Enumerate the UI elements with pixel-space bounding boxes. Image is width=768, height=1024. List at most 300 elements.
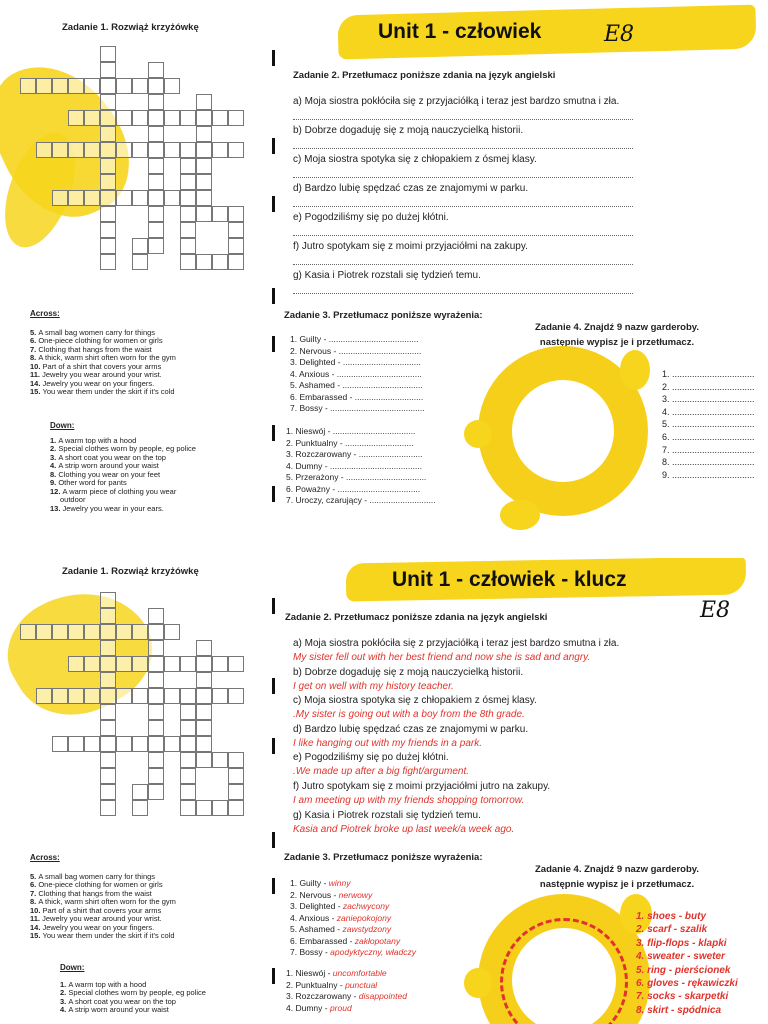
crossword-cell: [68, 688, 84, 704]
answer-line: [293, 292, 633, 294]
crossword-cell: [164, 190, 180, 206]
task2-heading: Zadanie 2. Przetłumacz poniższe zdania na język angielski: [285, 612, 548, 623]
crossword-cell: [36, 624, 52, 640]
sentence-prompt: f) Jutro spotykam się z moimi przyjaciółmi na zakupy.: [293, 241, 528, 252]
answer-line: [293, 234, 633, 236]
crossword-cell: [196, 190, 212, 206]
sentence-prompt: b) Dobrze dogaduję się z moją nauczycielką historii.: [293, 666, 524, 678]
divider-bar: [272, 196, 275, 212]
clue-item: 5. A small bag women carry for things: [30, 327, 156, 337]
crossword-cell: [100, 238, 116, 254]
crossword-cell: [228, 142, 244, 158]
answer-line: [293, 176, 633, 178]
down-clues: [50, 422, 260, 513]
word-term: 4. Anxious -: [290, 912, 337, 923]
crossword-cell: [228, 254, 244, 270]
answer-list-item: 2. scarf - szalik: [636, 924, 708, 936]
crossword-cell: [228, 752, 244, 768]
crossword-cell: [132, 110, 148, 126]
sentence-prompt: b) Dobrze dogaduję się z moją nauczycielką historii.: [293, 125, 524, 136]
crossword-cell: [180, 158, 196, 174]
crossword-cell: [100, 752, 116, 768]
answer-line: [293, 205, 633, 207]
crossword-cell: [180, 688, 196, 704]
divider-bar: [272, 288, 275, 304]
crossword-cell: [100, 608, 116, 624]
crossword-cell: [164, 624, 180, 640]
sun-ray: [620, 350, 650, 390]
word-item: 2. Nervous - ...................................: [290, 345, 422, 356]
crossword-cell: [100, 62, 116, 78]
crossword-cell: [100, 78, 116, 94]
level-tag: E8: [700, 598, 731, 623]
crossword-cell: [68, 656, 84, 672]
crossword-cell: [228, 238, 244, 254]
crossword-cell: [100, 688, 116, 704]
word-translation: zakłopotany: [352, 935, 401, 946]
word-item: 4. Dumny - .......................................: [286, 460, 423, 471]
crossword-cell: [212, 688, 228, 704]
crossword-cell: [180, 238, 196, 254]
answer-list-item: 1. shoes - buty: [636, 911, 707, 922]
crossword-cell: [52, 736, 68, 752]
crossword-cell: [180, 190, 196, 206]
word-item: [290, 913, 416, 925]
clue-item: 3. A short coat you wear on the top: [50, 452, 166, 462]
clue-item: 1. A warm top with a hood: [60, 979, 147, 989]
answer-list-item: 5. .................................: [662, 419, 755, 430]
crossword-cell: [100, 800, 116, 816]
crossword-cell: [196, 174, 212, 190]
crossword-cell: [180, 720, 196, 736]
crossword-cell: [84, 624, 100, 640]
crossword-cell: [100, 46, 116, 62]
crossword-cell: [196, 110, 212, 126]
crossword-cell: [100, 768, 116, 784]
crossword-cell: [148, 62, 164, 78]
word-item: [286, 1003, 407, 1015]
crossword-cell: [36, 142, 52, 158]
down-label: Down:: [50, 421, 75, 430]
crossword-cell: [180, 768, 196, 784]
divider-bar: [272, 678, 275, 694]
clue-item: 4. A strip worn around your waist: [50, 461, 159, 470]
crossword-cell: [196, 656, 212, 672]
clue-item: 15. You wear them under the skirt if it's cold: [30, 931, 175, 940]
clue-item: 6. One-piece clothing for women or girls: [30, 880, 163, 889]
crossword-cell: [212, 656, 228, 672]
task4-heading: [535, 864, 699, 890]
word-item: [286, 968, 407, 980]
sentence-translation: I am meeting up with my friends shopping tomorrow.: [293, 795, 525, 806]
word-translation: winny: [328, 878, 351, 888]
word-translation: disappointed: [358, 991, 407, 1001]
crossword-cell: [228, 656, 244, 672]
crossword-cell: [132, 688, 148, 704]
crossword-cell: [148, 656, 164, 672]
crossword-cell: [116, 190, 132, 206]
page-title: Unit 1 - człowiek: [378, 20, 542, 43]
crossword-cell: [100, 110, 116, 126]
sentence-prompt: c) Moja siostra spotyka się z chłopakiem z ósmej klasy.: [293, 154, 537, 165]
divider-bar: [272, 50, 275, 66]
worksheet-answer-key: [0, 558, 768, 1024]
crossword-cell: [228, 768, 244, 784]
crossword-cell: [148, 174, 164, 190]
crossword-cell: [196, 640, 212, 656]
crossword-cell: [68, 142, 84, 158]
crossword-cell: [196, 752, 212, 768]
crossword-cell: [196, 800, 212, 816]
task4-heading: [535, 322, 699, 348]
crossword-cell: [116, 624, 132, 640]
crossword-cell: [148, 142, 164, 158]
crossword-cell: [196, 94, 212, 110]
crossword-cell: [228, 206, 244, 222]
task4-line2: następnie wypisz je i przetłumacz.: [539, 337, 695, 348]
crossword-cell: [100, 736, 116, 752]
crossword-cell: [100, 158, 116, 174]
crossword-cell: [148, 190, 164, 206]
answer-line: [293, 147, 633, 149]
word-translation: zachwycony: [342, 901, 390, 911]
task4-line1: Zadanie 4. Znajdź 9 nazw garderoby.: [535, 864, 700, 875]
crossword-cell: [100, 672, 116, 688]
crossword-cell: [100, 592, 116, 608]
word-list-polish: [286, 426, 436, 507]
clue-item: 2. Special clothes worn by people, eg police: [50, 444, 196, 453]
crossword-cell: [100, 142, 116, 158]
crossword-cell: [164, 656, 180, 672]
crossword-cell: [228, 222, 244, 238]
crossword-grid: [20, 46, 260, 296]
crossword-cell: [180, 206, 196, 222]
crossword-cell: [132, 190, 148, 206]
crossword-cell: [148, 768, 164, 784]
crossword-cell: [228, 800, 244, 816]
divider-bar: [272, 878, 275, 894]
answer-list-item: 6. gloves - rękawiczki: [636, 978, 738, 990]
word-translation: uncomfortable: [332, 968, 387, 978]
crossword-cell: [164, 142, 180, 158]
crossword-cell: [164, 110, 180, 126]
crossword-cell: [132, 656, 148, 672]
word-item: [290, 936, 416, 948]
clue-item: outdoor: [60, 495, 86, 504]
crossword-cell: [116, 110, 132, 126]
crossword-cell: [180, 656, 196, 672]
crossword-cell: [148, 672, 164, 688]
crossword-cell: [132, 142, 148, 158]
crossword-cell: [84, 110, 100, 126]
word-item: [290, 924, 416, 936]
word-term: 6. Embarassed -: [290, 935, 353, 946]
crossword-cell: [212, 254, 228, 270]
word-translation: zawstydzony: [342, 924, 392, 934]
answer-list: [662, 368, 755, 481]
crossword-cell: [148, 222, 164, 238]
crossword-cell: [164, 736, 180, 752]
clue-item: 10. Part of a shirt that covers your arms: [30, 361, 162, 371]
answer-list-item: 3. flip-flops - klapki: [636, 937, 727, 949]
crossword-cell: [180, 222, 196, 238]
sentence-prompt: g) Kasia i Piotrek rozstali się tydzień temu.: [293, 809, 481, 821]
divider-bar: [272, 738, 275, 754]
answer-line: [293, 118, 633, 120]
word-term: 3. Delighted -: [290, 901, 343, 911]
word-term: 1. Nieswój -: [286, 968, 333, 978]
word-item: 5. Przerażony - ..................................: [286, 472, 427, 482]
page-title-key: Unit 1 - człowiek - klucz: [392, 568, 627, 591]
crossword-cell: [148, 784, 164, 800]
word-term: 7. Bossy -: [290, 947, 331, 957]
word-translation: apodyktyczny, władczy: [330, 947, 416, 957]
divider-bar: [272, 968, 275, 984]
sentence-translation: Kasia and Piotrek broke up last week/a week ago.: [293, 823, 515, 835]
crossword-cell: [100, 784, 116, 800]
divider-bar: [272, 598, 275, 614]
word-item: [290, 901, 416, 913]
crossword-cell: [148, 608, 164, 624]
word-term: 2. Punktualny -: [286, 979, 346, 990]
crossword-cell: [196, 126, 212, 142]
clue-item: 8. A thick, warm shirt often worn for the gym: [30, 353, 176, 362]
word-item: [290, 947, 416, 959]
crossword-cell: [196, 672, 212, 688]
clue-item: 11. Jewelry you wear around your wrist.: [30, 370, 162, 379]
crossword-cell: [148, 126, 164, 142]
sun-ray: [500, 500, 540, 530]
sentence-prompt: e) Pogodziliśmy się po dużej kłótni.: [293, 752, 449, 764]
answer-list-item: 3. .................................: [662, 394, 755, 405]
crossword-cell: [116, 688, 132, 704]
crossword-cell: [148, 720, 164, 736]
word-item: 1. Nieswój - ...................................: [286, 426, 416, 436]
word-item: [286, 980, 407, 992]
crossword-cell: [148, 624, 164, 640]
crossword-cell: [228, 784, 244, 800]
crossword-cell: [84, 656, 100, 672]
sentence-translation: .My sister is going out with a boy from the 8th grade.: [293, 709, 525, 721]
answer-list-item: 6. .................................: [662, 431, 755, 442]
crossword-cell: [132, 624, 148, 640]
word-term: 4. Dumny -: [286, 1002, 330, 1013]
crossword-cell: [148, 640, 164, 656]
clue-item: 8. Clothing you wear on your feet: [50, 469, 161, 479]
crossword-cell: [180, 254, 196, 270]
crossword-cell: [132, 784, 148, 800]
word-item: 5. Ashamed - ..................................: [290, 380, 423, 390]
crossword-cell: [196, 158, 212, 174]
crossword-cell: [20, 78, 36, 94]
divider-bar: [272, 486, 275, 502]
word-term: 2. Nervous -: [290, 889, 339, 900]
clue-item: 10. Part of a shirt that covers your arms: [30, 905, 162, 915]
crossword-cell: [132, 238, 148, 254]
clue-item: 4. A strip worn around your waist: [60, 1005, 169, 1014]
task2-heading: Zadanie 2. Przetłumacz poniższe zdania na język angielski: [293, 70, 556, 81]
clue-item: 3. A short coat you wear on the top: [60, 996, 176, 1006]
word-term: 3. Rozczarowany -: [286, 991, 359, 1001]
clue-item: 1. A warm top with a hood: [50, 435, 137, 445]
answer-line: [293, 263, 633, 265]
crossword-cell: [148, 206, 164, 222]
crossword-cell: [100, 174, 116, 190]
divider-bar: [272, 425, 275, 441]
crossword-cell: [68, 78, 84, 94]
crossword-cell: [132, 78, 148, 94]
crossword-cell: [148, 78, 164, 94]
sentence-prompt: a) Moja siostra pokłóciła się z przyjaciółką i teraz jest bardzo smutna i zła.: [293, 96, 620, 107]
word-item: 4. Anxious - ....................................: [290, 368, 422, 379]
sentence-prompt: g) Kasia i Piotrek rozstali się tydzień temu.: [293, 270, 481, 281]
crossword-cell: [68, 110, 84, 126]
crossword-cell: [100, 720, 116, 736]
sentence-prompt: c) Moja siostra spotyka się z chłopakiem z ósmej klasy.: [293, 695, 537, 707]
sentence-prompt: e) Pogodziliśmy się po dużej kłótni.: [293, 212, 449, 223]
crossword-cell: [212, 110, 228, 126]
crossword-cell: [180, 174, 196, 190]
sentence-prompt: d) Bardzo lubię spędzać czas ze znajomymi w parku.: [293, 183, 529, 194]
clue-item: 7. Clothing that hangs from the waist: [30, 344, 152, 354]
clue-item: 14. Jewelry you wear on your fingers.: [30, 922, 155, 932]
level-tag: E8: [604, 22, 635, 47]
task3-heading: Zadanie 3. Przetłumacz poniższe wyrażenia:: [284, 310, 483, 321]
crossword-cell: [68, 624, 84, 640]
crossword-cell: [180, 736, 196, 752]
task3-heading: Zadanie 3. Przetłumacz poniższe wyrażenia:: [284, 852, 483, 863]
crossword-cell: [100, 704, 116, 720]
word-item: [290, 890, 416, 902]
word-term: 5. Ashamed -: [290, 924, 343, 934]
word-translation: proud: [329, 1002, 352, 1013]
clue-item: 11. Jewelry you wear around your wrist.: [30, 914, 162, 923]
word-item: 7. Bossy - ........................................: [290, 403, 425, 413]
crossword-cell: [68, 736, 84, 752]
answer-list-item: 4. .................................: [662, 406, 755, 417]
crossword-cell: [164, 78, 180, 94]
crossword-cell: [148, 704, 164, 720]
crossword-cell: [52, 688, 68, 704]
sentence-translation: .We made up after a big fight/argument.: [293, 766, 470, 778]
answer-list-item: 7. socks - skarpetki: [636, 991, 729, 1003]
crossword-cell: [196, 142, 212, 158]
sentence-translation: My sister fell out with her best friend and now she is sad and angry.: [293, 652, 591, 663]
clue-item: 14. Jewelry you wear on your fingers.: [30, 378, 155, 388]
crossword-cell: [84, 190, 100, 206]
across-label: Across:: [30, 309, 60, 318]
word-item: 6. Poważny - ...................................: [286, 483, 421, 494]
word-item: 3. Delighted - .................................: [290, 357, 421, 367]
word-item: 7. Uroczy, czarujący - ............................: [286, 495, 436, 505]
down-clues: [60, 964, 270, 1015]
word-item: 3. Rozczarowany - ...........................: [286, 449, 423, 459]
divider-bar: [272, 336, 275, 352]
crossword-cell: [212, 206, 228, 222]
clue-item: 6. One-piece clothing for women or girls: [30, 336, 163, 345]
crossword-cell: [132, 254, 148, 270]
crossword-cell: [148, 94, 164, 110]
answer-list-item: 7. .................................: [662, 444, 755, 455]
across-clues: [30, 854, 260, 941]
crossword-cell: [100, 222, 116, 238]
crossword-cell: [100, 656, 116, 672]
crossword-cell: [180, 110, 196, 126]
answer-list-item: 8. skirt - spódnica: [636, 1004, 722, 1016]
crossword-cell: [180, 752, 196, 768]
crossword-cell: [212, 800, 228, 816]
task1-heading: Zadanie 1. Rozwiąż krzyżówkę: [62, 22, 199, 33]
crossword-cell: [68, 190, 84, 206]
crossword-cell: [100, 190, 116, 206]
crossword-cell: [52, 624, 68, 640]
crossword-cell: [228, 110, 244, 126]
clue-item: 13. Jewelry you wear in your ears.: [50, 503, 164, 513]
crossword-cell: [164, 688, 180, 704]
crossword-cell: [36, 688, 52, 704]
divider-bar: [272, 138, 275, 154]
answer-list-item: 4. sweater - sweter: [636, 951, 725, 963]
crossword-cell: [148, 158, 164, 174]
crossword-cell: [196, 206, 212, 222]
word-translation: nerwowy: [338, 889, 373, 900]
clue-item: 2. Special clothes worn by people, eg police: [60, 988, 206, 997]
crossword-cell: [212, 752, 228, 768]
answer-list-item: 8. .................................: [662, 457, 755, 468]
word-item: [290, 878, 416, 890]
crossword-cell: [196, 688, 212, 704]
crossword-cell: [20, 624, 36, 640]
task4-line1: Zadanie 4. Znajdź 9 nazw garderoby.: [535, 322, 700, 333]
word-item: [286, 991, 407, 1003]
crossword-cell: [52, 78, 68, 94]
answer-list-item: 9. .................................: [662, 469, 755, 480]
clue-item: 9. Other word for pants: [50, 478, 127, 487]
crossword-cell: [228, 688, 244, 704]
clue-item: 7. Clothing that hangs from the waist: [30, 888, 152, 898]
crossword-grid-solved: [20, 592, 260, 842]
crossword-cell: [212, 142, 228, 158]
crossword-cell: [180, 142, 196, 158]
task4-line2: następnie wypisz je i przetłumacz.: [539, 879, 695, 890]
across-clues: [30, 310, 260, 397]
sentence-translation: I like hanging out with my friends in a park.: [293, 737, 482, 749]
answer-list-item: 1. .................................: [662, 369, 755, 379]
sentence-translation: I get on well with my history teacher.: [293, 680, 454, 692]
crossword-cell: [52, 190, 68, 206]
crossword-cell: [180, 704, 196, 720]
crossword-cell: [116, 78, 132, 94]
crossword-cell: [196, 704, 212, 720]
crossword-cell: [148, 736, 164, 752]
clue-item: 15. You wear them under the skirt if it's cold: [30, 387, 175, 396]
word-item: 1. Guilty - ......................................: [290, 334, 419, 344]
answer-list-key: [636, 910, 738, 1017]
crossword-cell: [84, 78, 100, 94]
sun-ray: [464, 968, 492, 998]
crossword-cell: [196, 736, 212, 752]
crossword-cell: [132, 800, 148, 816]
sun-ray: [464, 420, 492, 448]
answer-list-item: 5. ring - pierścionek: [636, 964, 731, 976]
crossword-cell: [148, 752, 164, 768]
crossword-cell: [84, 688, 100, 704]
crossword-cell: [84, 736, 100, 752]
crossword-cell: [36, 78, 52, 94]
word-translation: zaniepokojony: [336, 912, 392, 923]
task1-heading: Zadanie 1. Rozwiąż krzyżówkę: [62, 566, 199, 577]
word-list-english-key: [290, 878, 416, 959]
